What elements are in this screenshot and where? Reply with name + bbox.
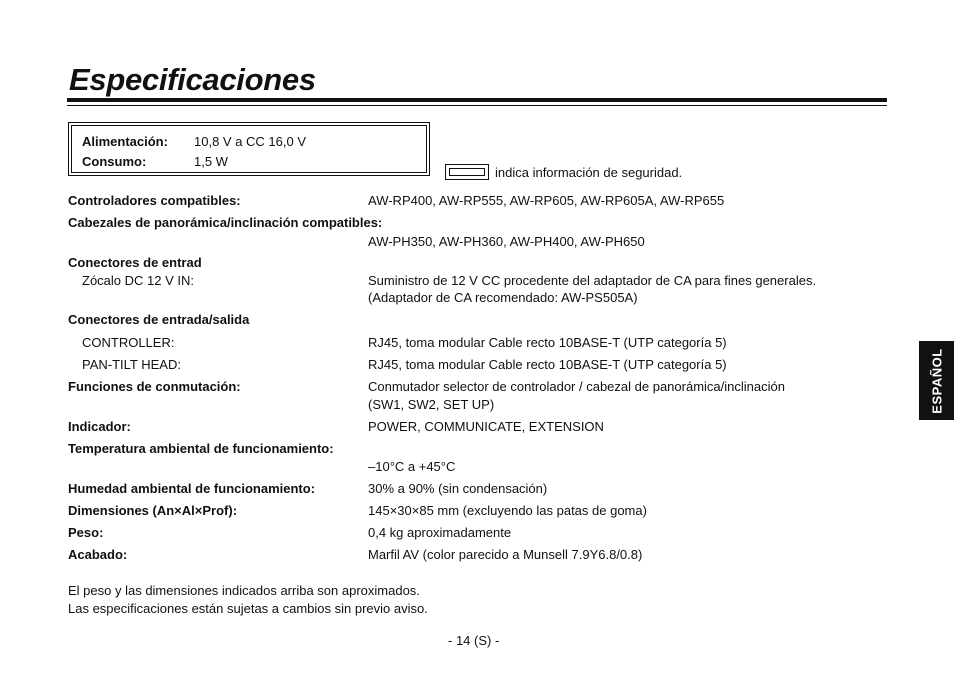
heads-label: Cabezales de panorámica/inclinación compatibles:: [68, 215, 383, 230]
power-consumption-row: [82, 154, 228, 169]
temperature-label: Temperatura ambiental de funcionamiento:: [68, 441, 334, 456]
heads-value: AW-PH350, AW-PH360, AW-PH400, AW-PH650: [368, 234, 645, 249]
weight-value: 0,4 kg aproximadamente: [368, 525, 512, 540]
io-connectors-label: Conectores de entrada/salida: [68, 312, 250, 327]
indicator-label: Indicador:: [68, 419, 131, 434]
power-spec-box: [68, 122, 430, 176]
temperature-value: –10°C a +45°C: [368, 459, 456, 474]
dc-in-value-line1: Suministro de 12 V CC procedente del adaptador de CA para fines generales.: [368, 273, 817, 288]
note-approximate: El peso y las dimensiones indicados arriba son aproximados.: [68, 583, 420, 598]
input-connectors-label: Conectores de entrad: [68, 255, 202, 270]
power-spec-box-inner: [71, 125, 427, 173]
power-supply-row: [82, 134, 306, 149]
pantilt-port-value: RJ45, toma modular Cable recto 10BASE-T (UTP categoría 5): [368, 357, 727, 372]
page-title: Especificaciones: [69, 62, 316, 97]
switch-functions-value-line1: Conmutador selector de controlador / cabezal de panorámica/inclinación: [368, 379, 785, 394]
power-consumption-value: 1,5 W: [194, 154, 228, 169]
humidity-value: 30% a 90% (sin condensación): [368, 481, 548, 496]
switch-functions-label: Funciones de conmutación:: [68, 379, 241, 394]
power-supply-value: 10,8 V a CC 16,0 V: [194, 134, 307, 149]
switch-functions-value-line2: (SW1, SW2, SET UP): [368, 397, 495, 412]
safety-info-icon: [445, 164, 489, 180]
controllers-value: AW-RP400, AW-RP555, AW-RP605, AW-RP605A, AW-RP655: [368, 193, 725, 208]
controller-port-label: CONTROLLER:: [82, 335, 175, 350]
language-tab: [919, 341, 954, 420]
power-supply-label: Alimentación:: [82, 134, 168, 149]
power-consumption-label: Consumo:: [82, 154, 147, 169]
controller-port-value: RJ45, toma modular Cable recto 10BASE-T (UTP categoría 5): [368, 335, 727, 350]
finish-value: Marfil AV (color parecido a Munsell 7.9Y6.8/0.8): [368, 547, 643, 562]
safety-note: indica información de seguridad.: [495, 165, 683, 180]
title-rule-thin: [67, 105, 887, 106]
dimensions-value: 145×30×85 mm (excluyendo las patas de goma): [368, 503, 647, 518]
dimensions-label: Dimensiones (An×Al×Prof):: [68, 503, 238, 518]
weight-label: Peso:: [68, 525, 104, 540]
dc-in-label: Zócalo DC 12 V IN:: [82, 273, 194, 288]
indicator-value: POWER, COMMUNICATE, EXTENSION: [368, 419, 604, 434]
language-tab-label: ESPAÑOL: [929, 347, 944, 414]
pantilt-port-label: PAN-TILT HEAD:: [82, 357, 181, 372]
controllers-label: Controladores compatibles:: [68, 193, 241, 208]
humidity-label: Humedad ambiental de funcionamiento:: [68, 481, 316, 496]
page-number: - 14 (S) -: [448, 633, 500, 648]
title-rule-thick: [67, 98, 887, 102]
dc-in-value-line2: (Adaptador de CA recomendado: AW-PS505A): [368, 290, 638, 305]
finish-label: Acabado:: [68, 547, 128, 562]
note-changes: Las especificaciones están sujetas a cambios sin previo aviso.: [68, 601, 428, 616]
